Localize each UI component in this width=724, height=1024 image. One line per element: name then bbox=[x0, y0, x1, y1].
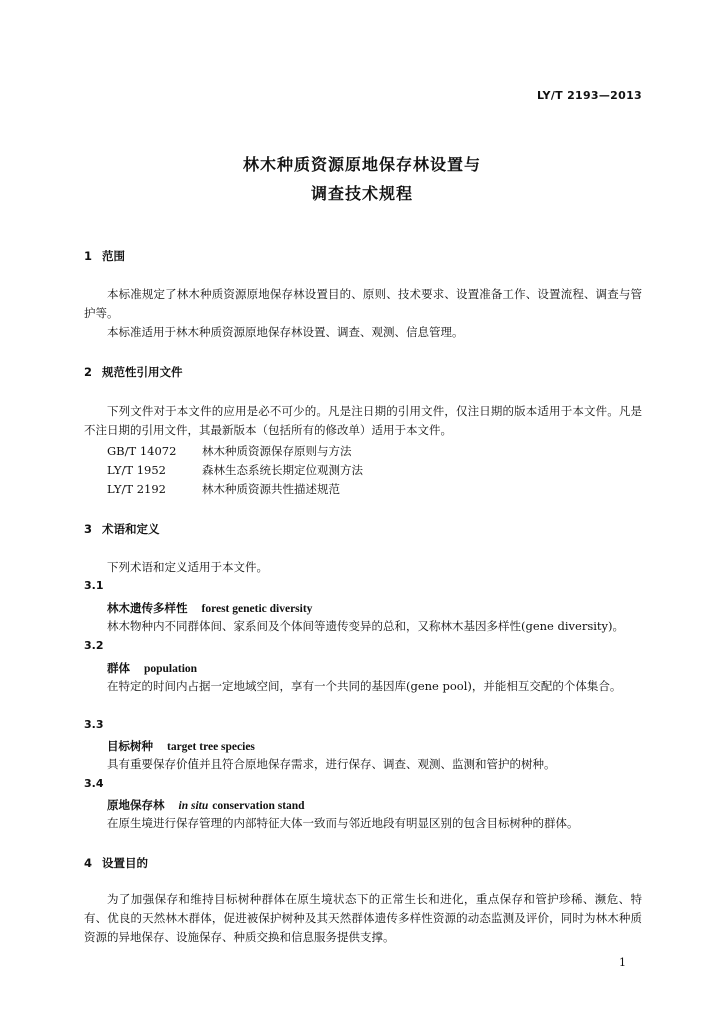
term-en: conservation stand bbox=[212, 800, 305, 812]
term-en-italic: in situ bbox=[178, 800, 209, 812]
section-title: 术语和定义 bbox=[102, 522, 160, 536]
terms-intro: 下列术语和定义适用于本文件。 bbox=[107, 560, 268, 574]
section-heading-normative-references bbox=[84, 364, 183, 380]
purpose-paragraph: 为了加强保存和维持目标树种群体在原生境状态下的正常生长和进化，重点保存和管护珍稀、濒危、特有、优良的天然林木群体，促进被保护树种及其天然群体遗传多样性资源的动态监测及评价，同时为林木种质资源的异地保存、设施保存、种质交换和信息服务提供支撑。 bbox=[84, 892, 642, 944]
term-heading bbox=[107, 738, 255, 754]
section-number: 1 bbox=[84, 249, 93, 263]
reference-item bbox=[107, 443, 352, 459]
section-number: 2 bbox=[84, 365, 93, 379]
section-heading-scope bbox=[84, 248, 125, 264]
reference-code: LY/T 1952 bbox=[107, 463, 166, 477]
reference-title: 林木种质资源共性描述规范 bbox=[202, 482, 340, 496]
section-title: 范围 bbox=[102, 249, 125, 263]
page-number: 1 bbox=[619, 956, 626, 969]
clause-number: 3.2 bbox=[84, 639, 104, 652]
section-title: 规范性引用文件 bbox=[102, 365, 183, 379]
section-heading-purpose bbox=[84, 855, 148, 871]
clause-number: 3.4 bbox=[84, 777, 104, 790]
term-zh: 原地保存林 bbox=[107, 798, 165, 812]
term-en: forest genetic diversity bbox=[201, 603, 313, 615]
term-en: target tree species bbox=[167, 741, 255, 753]
reference-title: 森林生态系统长期定位观测方法 bbox=[202, 463, 363, 477]
standard-code: LY/T 2193—2013 bbox=[536, 89, 642, 102]
section-number: 3 bbox=[84, 522, 93, 536]
section-title: 设置目的 bbox=[102, 856, 148, 870]
section-number: 4 bbox=[84, 856, 93, 870]
term-zh: 群体 bbox=[107, 661, 130, 675]
term-definition: 林木物种内不同群体间、家系间及个体间等遗传变异的总和，又称林木基因多样性(gene diversity)。 bbox=[107, 619, 625, 633]
scope-paragraph-2: 本标准适用于林木种质资源原地保存林设置、调查、观测、信息管理。 bbox=[107, 325, 464, 339]
reference-item bbox=[107, 462, 363, 478]
term-definition: 具有重要保存价值并且符合原地保存需求，进行保存、调查、观测、监测和管护的树种。 bbox=[107, 757, 556, 771]
term-zh: 目标树种 bbox=[107, 739, 153, 753]
section-heading-terms bbox=[84, 521, 160, 537]
term-zh: 林木遗传多样性 bbox=[107, 601, 188, 615]
term-heading bbox=[107, 797, 305, 813]
reference-item bbox=[107, 481, 340, 497]
scope-paragraph-1: 本标准规定了林木种质资源原地保存林设置目的、原则、技术要求、设置准备工作、设置流程、调查与管护等。 bbox=[84, 287, 642, 320]
term-definition: 在原生境进行保存管理的内部特征大体一致而与邻近地段有明显区别的包含目标树种的群体。 bbox=[107, 816, 579, 830]
term-definition: 在特定的时间内占据一定地域空间，享有一个共同的基因库(gene pool)，并能相互交配的个体集合。 bbox=[107, 679, 622, 693]
reference-title: 林木种质资源保存原则与方法 bbox=[202, 444, 352, 458]
clause-number: 3.3 bbox=[84, 718, 104, 731]
clause-number: 3.1 bbox=[84, 579, 104, 592]
document-title-line-2: 调查技术规程 bbox=[310, 184, 413, 203]
document-title-line-1: 林木种质资源原地保存林设置与 bbox=[242, 155, 481, 174]
term-en: population bbox=[144, 663, 198, 675]
references-intro-paragraph: 下列文件对于本文件的应用是必不可少的。凡是注日期的引用文件，仅注日期的版本适用于本文件。凡是不注日期的引用文件，其最新版本（包括所有的修改单）适用于本文件。 bbox=[84, 404, 642, 437]
term-heading bbox=[107, 600, 312, 616]
reference-code: LY/T 2192 bbox=[107, 482, 166, 496]
reference-code: GB/T 14072 bbox=[107, 444, 177, 458]
term-heading bbox=[107, 660, 197, 676]
